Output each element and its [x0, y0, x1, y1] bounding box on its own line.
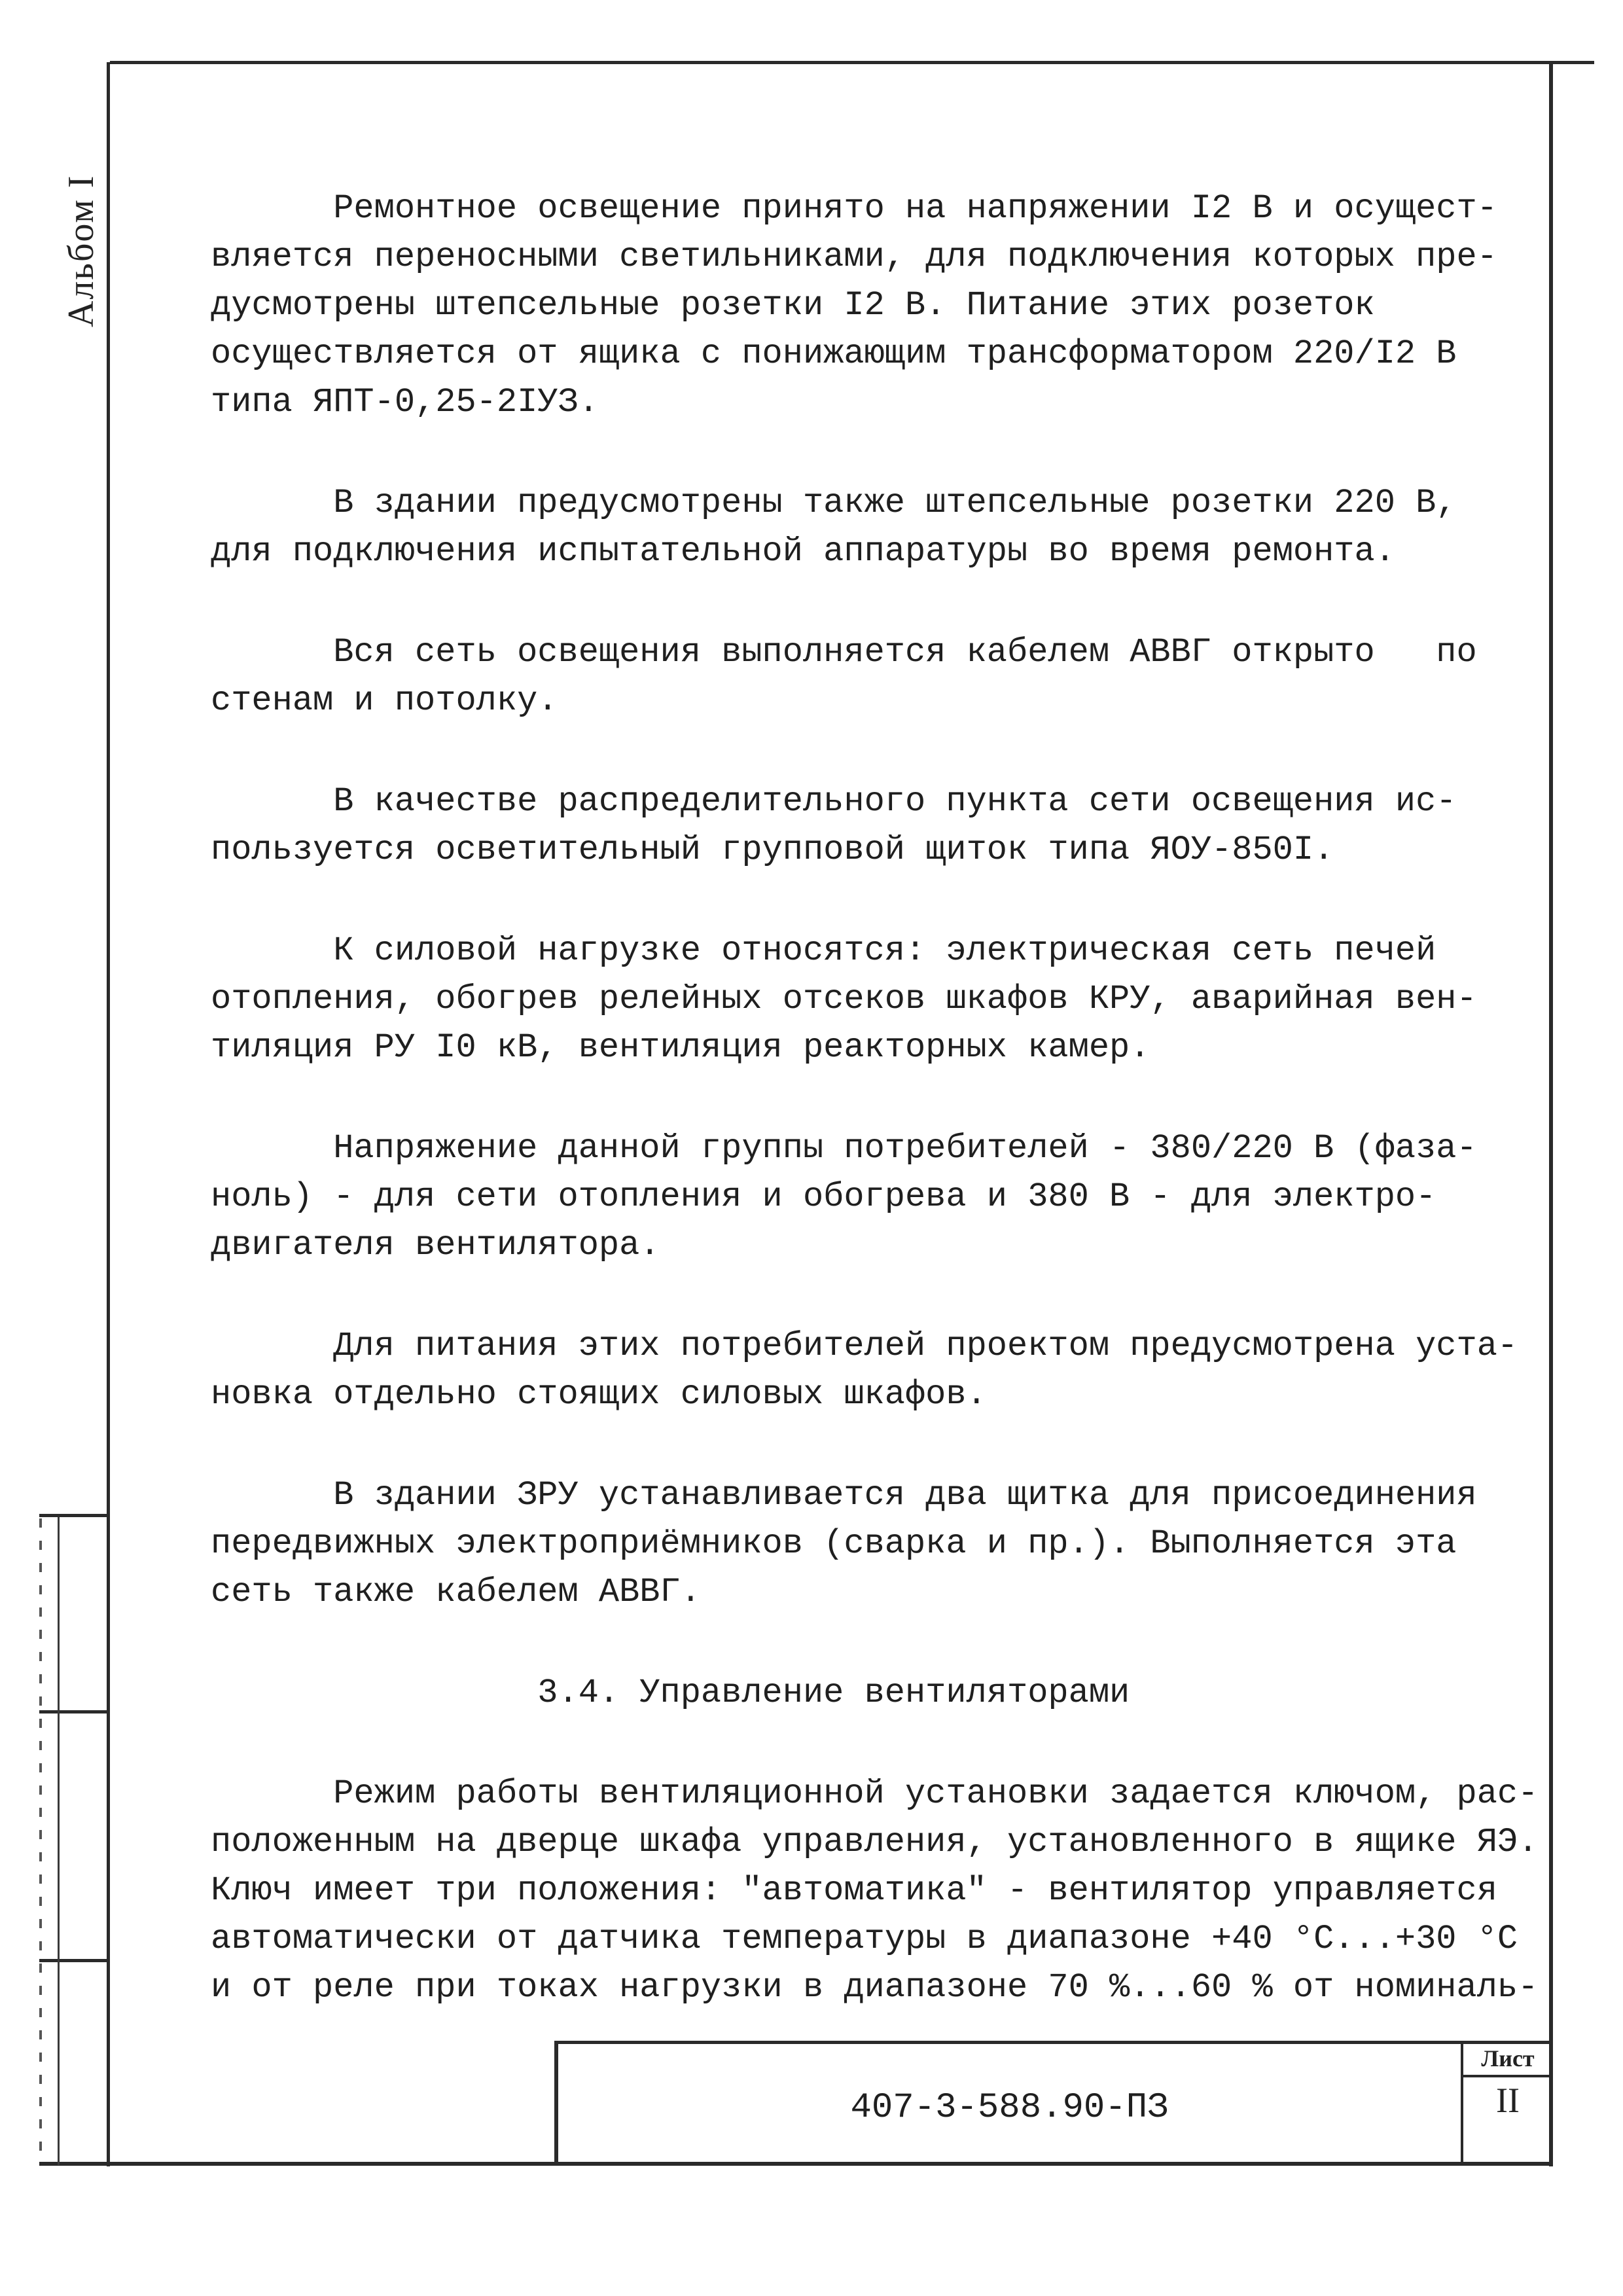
document-code: 407-3-588.90-ПЗ: [850, 2088, 1169, 2128]
paragraph: Напряжение данной группы потребителей - 380/220 В (фаза- ноль) - для сети отопления и обогрева и 380 В - для электро- двигателя вентилятора.: [211, 1129, 1477, 1265]
section-heading: 3.4. Управление вентиляторами: [211, 1674, 1130, 1712]
paragraph: Ремонтное освещение принято на напряжении I2 В и осущест- вляется переносными светильниками, для подключения которых пре- дусмотрены штепсельные розетки I2 В. Питание этих розеток осуществляется от ящика с понижающим трансформатором 220/I2 В типа ЯПТ-0,25-2IУЗ.: [211, 189, 1497, 422]
paragraph: В здании предусмотрены также штепсельные розетки 220 В, для подключения испытательной аппаратуры во время ремонта.: [211, 484, 1457, 571]
paragraph: В здании ЗРУ устанавливается два щитка для присоединения передвижных электроприёмников (сварка и пр.). Выполняется эта сеть также кабелем АВВГ.: [211, 1476, 1477, 1611]
title-block-top-border: [554, 2041, 1553, 2044]
album-margin-label: Альбом I: [61, 174, 101, 327]
paragraph: Режим работы вентиляционной установки задается ключом, рас- положенным на дверце шкафа управления, установленного в ящике ЯЭ. Ключ имеет три положения: "автоматика" - вентилятор управляется автоматически от датчика температуры в диапазоне +40 °С...+30 °С и от реле при токах нагрузки в диапазоне 70 %...60 % от номиналь-: [211, 1774, 1539, 2007]
paragraph: В качестве распределительного пункта сети освещения ис- пользуется осветительный групповой щиток типа ЯОУ-850I.: [211, 782, 1457, 869]
title-block-sheet-separator: [1462, 2075, 1552, 2077]
frame-left-border: [107, 62, 110, 2166]
paragraph: Вся сеть освещения выполняется кабелем АВВГ открыто по стенам и потолку.: [211, 633, 1477, 720]
page-body: [211, 185, 1539, 2064]
sheet-label: Лист: [1481, 2045, 1535, 2072]
frame-right-border: [1549, 62, 1553, 2166]
binding-strip-divider: [39, 1710, 110, 1713]
frame-top-border: [110, 61, 1594, 64]
binding-strip-divider: [39, 1514, 110, 1517]
paragraph: Для питания этих потребителей проектом предусмотрена уста- новка отдельно стоящих силовых шкафов.: [211, 1327, 1518, 1414]
paragraph: К силовой нагрузке относятся: электрическая сеть печей отопления, обогрев релейных отсеков шкафов КРУ, аварийная вен- тиляция РУ I0 кВ, вентиляция реакторных камер.: [211, 931, 1477, 1067]
binding-strip-divider: [39, 1959, 110, 1962]
frame-bottom-border: [39, 2162, 1553, 2166]
sheet-number: II: [1496, 2081, 1520, 2120]
binding-strip-line: [58, 1517, 60, 2165]
binding-strip-dashed-line: [39, 1518, 42, 2163]
